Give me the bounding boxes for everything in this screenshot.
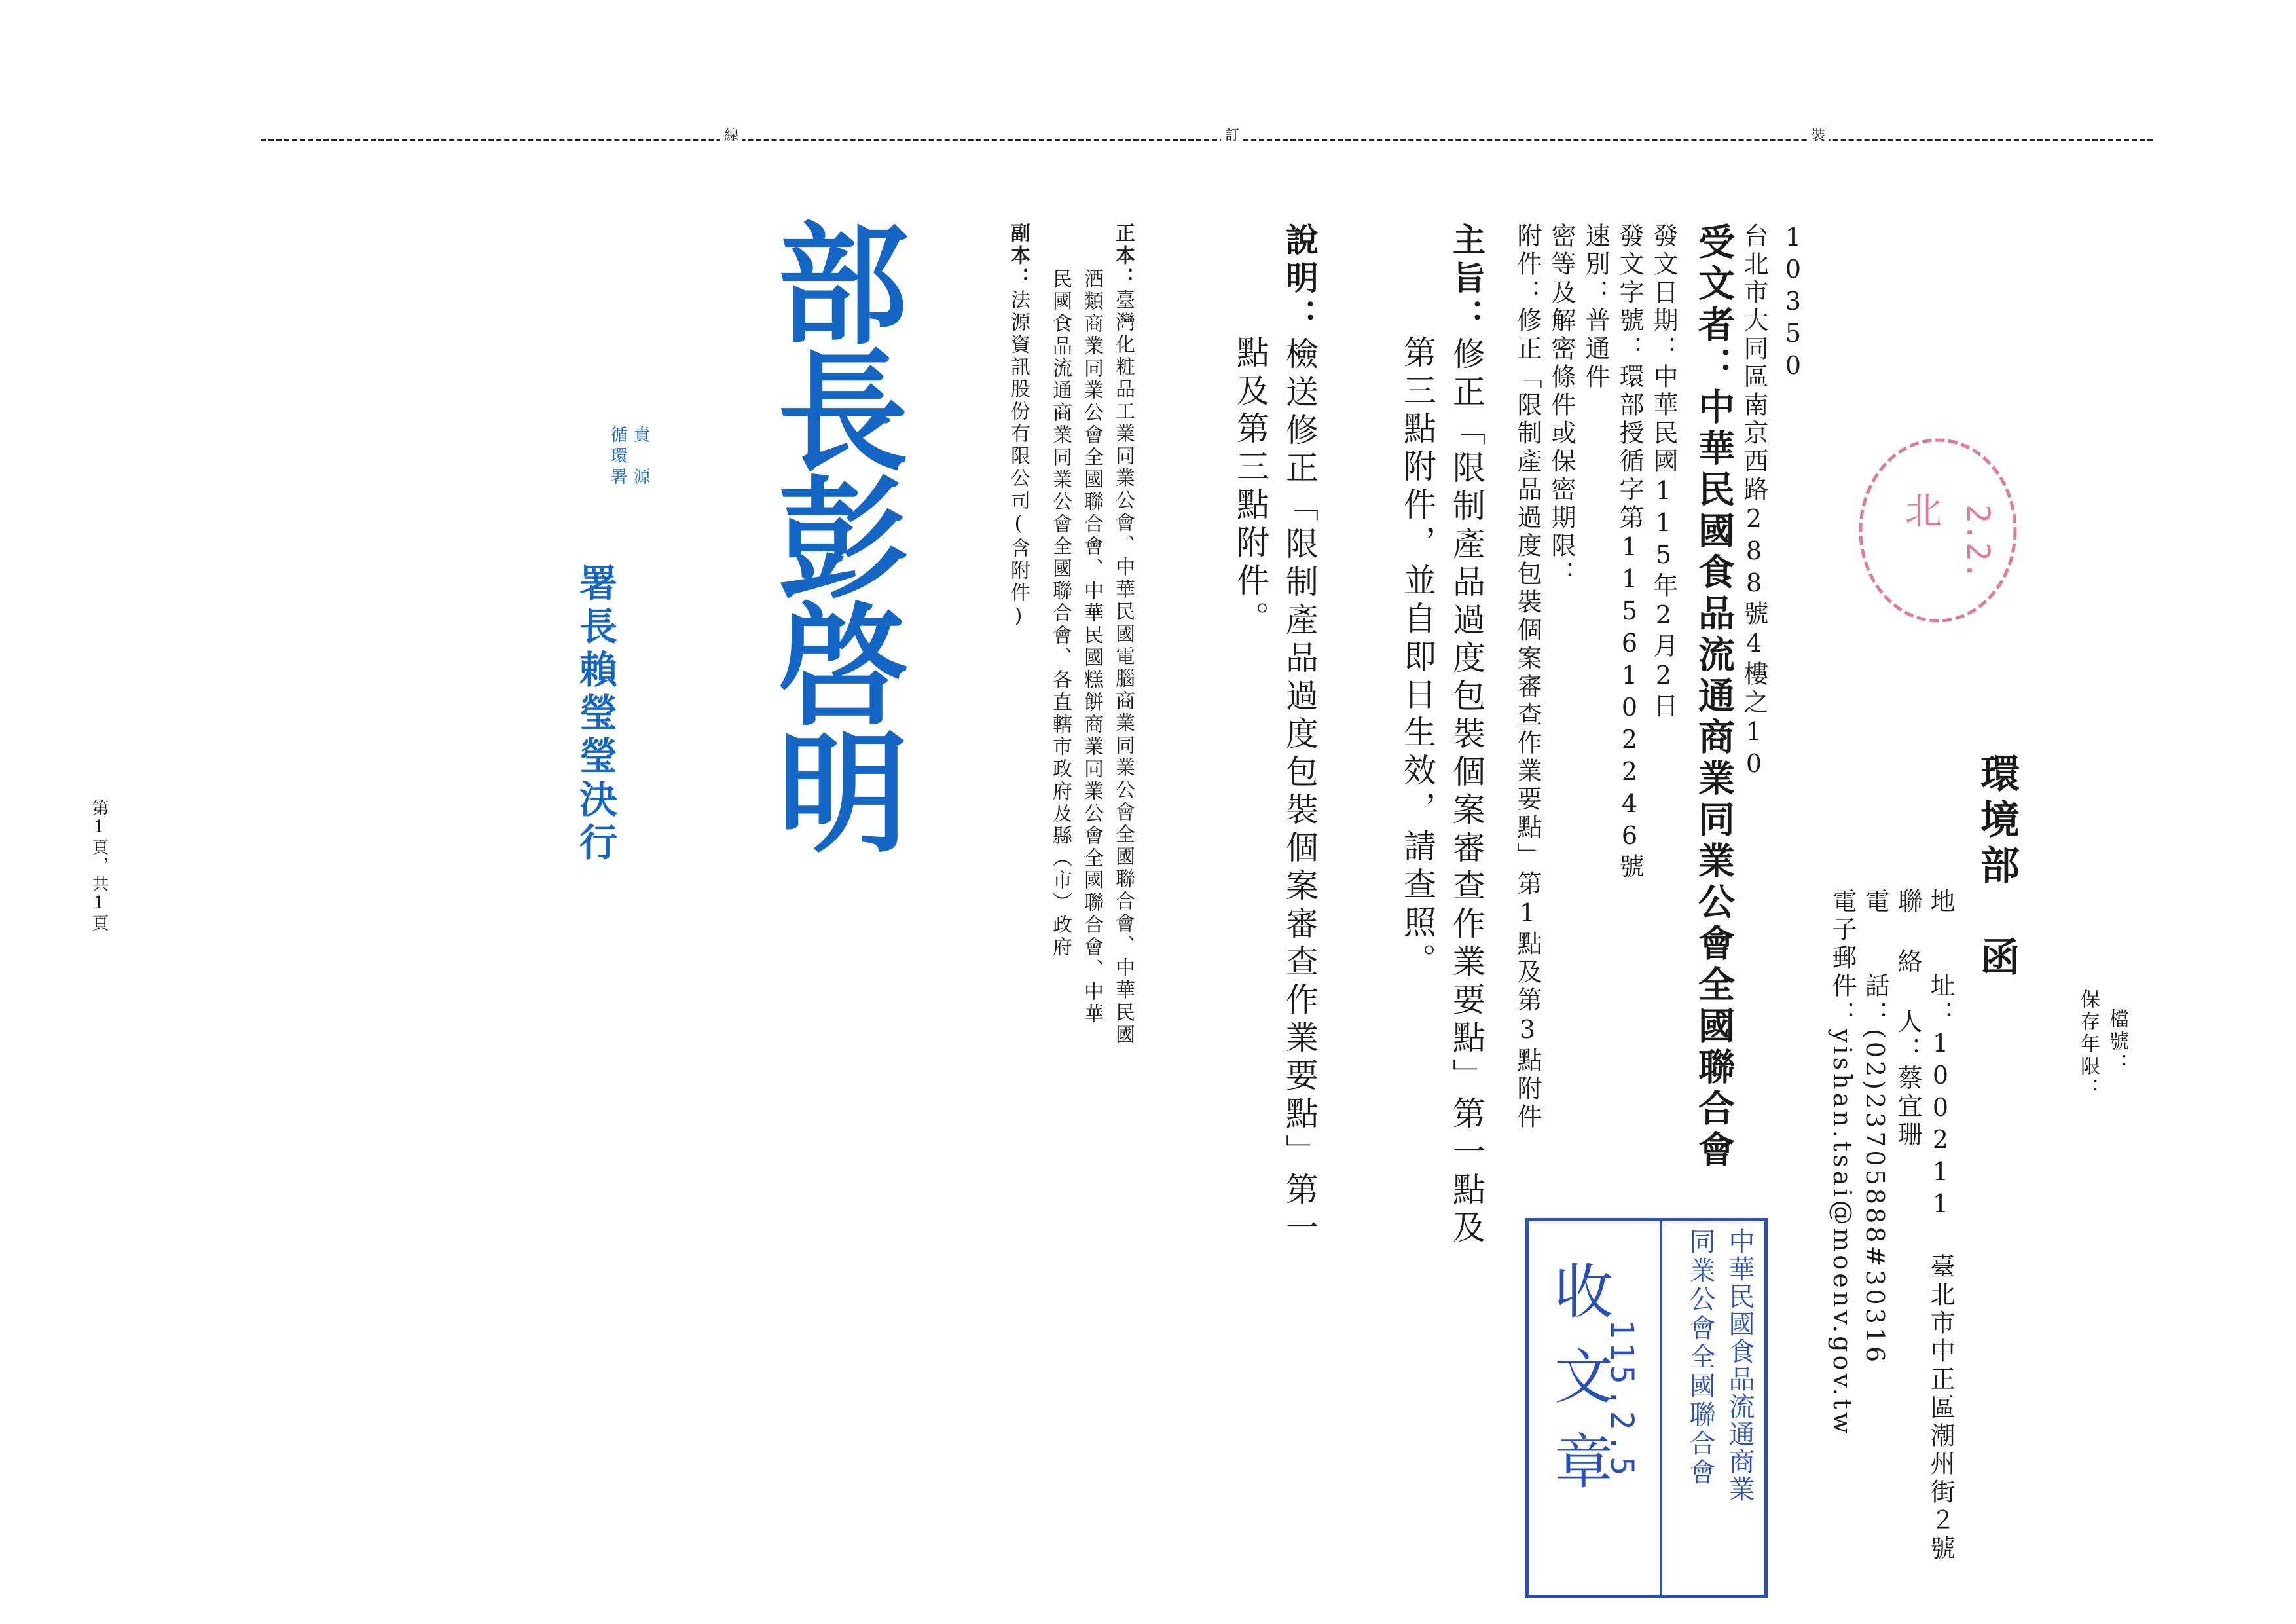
subject-label: 主旨： — [1448, 223, 1486, 337]
pink-stamp-note: 北 — [1905, 490, 1942, 533]
sender-address: 100211 臺北市中正區潮州街２號 — [1926, 1029, 1955, 1563]
main-recipients-line-3: 民國食品流通商業同業公會全國聯合會、各直轄市政府及縣（市）政府 — [1049, 268, 1072, 959]
speed-row — [1583, 223, 1608, 392]
pink-received-stamp — [1853, 432, 2023, 629]
attachment-value: 修正「限制產品過度包裝個案審查作業要點」第1點及第3點附件 — [1513, 307, 1542, 1132]
receipt-stamp — [1525, 1218, 1768, 1598]
secrecy-label: 密等及解密條件或保密期限： — [1547, 223, 1576, 589]
binding-mark-zhuang: 裝 — [1807, 124, 1829, 145]
postal-code: 10350 — [1779, 223, 1808, 383]
receipt-stamp-divider — [1660, 1221, 1662, 1595]
phone-row — [1863, 888, 1887, 1365]
attachment-label: 附件： — [1513, 223, 1542, 307]
main-recipients-line-2: 酒類商業同業公會全國聯合會、中華民國糕餅商業同業公會全國聯合會、中華 — [1080, 268, 1103, 1025]
page-number: 第1頁，共1頁 — [89, 799, 109, 932]
contact-label: 聯 絡 人： — [1893, 888, 1922, 1065]
recipient-name: 中華民國食品流通商業同業公會全國聯合會 — [1692, 388, 1736, 1172]
retention-label: 保存年限： — [2077, 989, 2100, 1100]
recipient-address: 台北市大同區南京西路288號4樓之10 — [1740, 223, 1768, 781]
receipt-stamp-org-line-1: 中華民國食品流通商業 — [1724, 1228, 1755, 1503]
email-address: yishan.tsai@moenv.gov.tw — [1828, 1029, 1857, 1437]
delegate-signoff: 署長賴瑩瑩決行 — [573, 563, 617, 866]
doc-number-row — [1617, 223, 1642, 881]
speed-value: 普通件 — [1581, 307, 1610, 392]
speed-label: 速別： — [1581, 223, 1610, 307]
attachment-row — [1515, 223, 1540, 1132]
binding-mark-ding: 訂 — [1221, 124, 1243, 145]
minister-seal: 部長彭啓明 — [756, 216, 908, 851]
receipt-stamp-org-line-2: 同業公會全國聯合會 — [1685, 1228, 1715, 1487]
issue-date-row — [1651, 223, 1676, 721]
binding-dashed-line — [261, 139, 2153, 141]
issue-date: 中華民國115年2月2日 — [1649, 363, 1678, 721]
recipient-row — [1692, 223, 1736, 1172]
explanation-line-1: 檢送修正「限制產品過度包裝個案審查作業要點」第一 — [1281, 337, 1319, 1248]
contact-row — [1895, 888, 1920, 1149]
sender-address-row — [1928, 888, 1953, 1563]
explanation-line-2: 點及第三點附件。 — [1231, 335, 1269, 639]
subject-line-1: 修正「限制產品過度包裝個案審查作業要點」第一點及 — [1448, 337, 1485, 1248]
receipt-stamp-date: 115.2.5 — [1603, 1320, 1640, 1480]
explanation-label: 說明： — [1281, 223, 1319, 337]
copy-recipients-line-1: 法源資訊股份有限公司(含附件) — [1007, 289, 1030, 630]
doc-number: 環部授循字第1156102246號 — [1615, 363, 1644, 881]
subject-line-2: 第三點附件，並自即日生效，請查照。 — [1398, 335, 1436, 981]
email-label: 電子郵件： — [1828, 888, 1857, 1029]
issue-date-label: 發文日期： — [1649, 223, 1678, 363]
phone-label: 電 話： — [1861, 888, 1889, 1029]
binding-mark-xian: 線 — [720, 124, 742, 145]
copy-recipients-row — [1008, 223, 1028, 630]
explanation-row — [1281, 223, 1319, 1248]
responsibility-label: 責 源 — [630, 426, 650, 489]
receipt-stamp-received: 收文章 — [1544, 1261, 1613, 1516]
main-recipients-row — [1113, 223, 1133, 1046]
main-recipients-line-1: 臺灣化粧品工業同業公會、中華民國電腦商業同業公會全國聯合會、中華民國 — [1112, 289, 1135, 1046]
pink-stamp-date: 2.2. — [1959, 504, 1996, 580]
secrecy-row — [1549, 223, 1574, 589]
phone-number: (02)23705888#30316 — [1861, 1029, 1889, 1366]
email-row — [1830, 888, 1855, 1437]
contact-name: 蔡宜珊 — [1893, 1065, 1922, 1149]
archive-no-label: 檔號： — [2105, 1008, 2128, 1075]
letterhead-title: 環境部 函 — [1974, 753, 2020, 982]
subject-row — [1448, 223, 1486, 1248]
responsibility-label-2: 循環署 — [608, 426, 627, 489]
copy-recipients-label: 副本： — [1007, 223, 1030, 289]
sender-address-label: 地 址： — [1926, 888, 1955, 1029]
doc-number-label: 發文字號： — [1615, 223, 1644, 363]
recipient-label: 受文者： — [1692, 223, 1736, 388]
main-recipients-label: 正本： — [1112, 223, 1135, 289]
